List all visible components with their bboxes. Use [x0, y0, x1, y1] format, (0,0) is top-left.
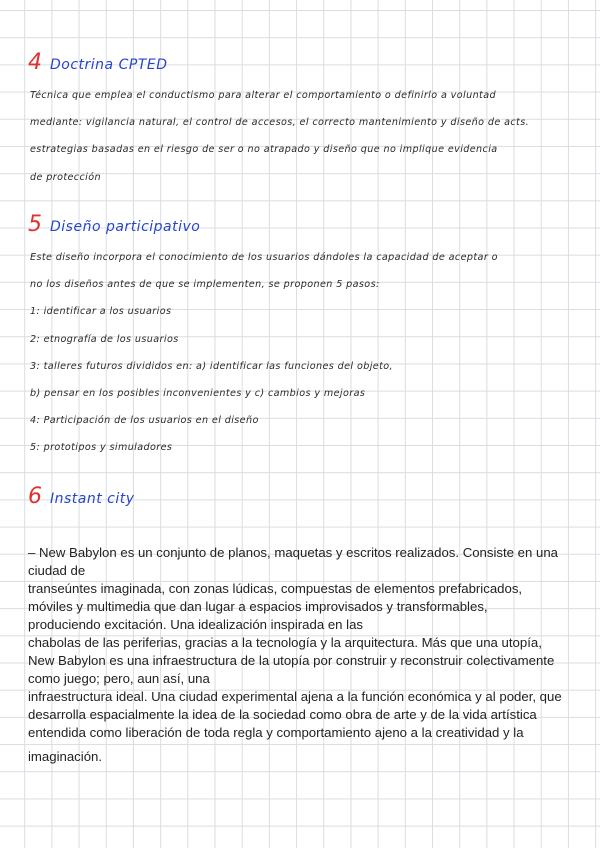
section-4-title: Doctrina CPTED [50, 57, 168, 73]
section-5-line: Este diseño incorpora el conocimiento de los usuarios dándoles la capacidad de aceptar o [30, 252, 498, 263]
section-4-line: mediante: vigilancia natural, el control de accesos, el correcto mantenimiento y diseño de acts. [30, 117, 530, 129]
section-6-line: produciendo excitación. Una idealización inspirada en las [28, 617, 364, 632]
section-4-body [30, 82, 590, 191]
section-6-body [28, 544, 588, 766]
section-5-line: b) pensar en los posibles inconvenientes y c) cambios y mejoras [30, 387, 366, 399]
section-5-line: 4: Participación de los usuarios en el diseño [30, 415, 259, 427]
section-5-heading [28, 212, 200, 237]
section-4-line: de protección [30, 171, 101, 183]
section-4-line: estrategias basadas en el riesgo de ser o no atrapado y diseño que no implique evidencia [30, 144, 498, 156]
section-6-line: transeúntes imaginada, con zonas lúdicas, compuestas de elementos prefabricados, [28, 581, 523, 596]
section-6-title: Instant city [50, 491, 135, 507]
section-6-line: móviles y multimedia que dan lugar a espacios improvisados y transformables, [28, 599, 488, 614]
section-6-heading [28, 484, 135, 509]
section-6-line: desarrolla espacialmente la idea de la sociedad como obra de arte y de la vida artística [28, 707, 537, 722]
section-6-line: imaginación. [28, 749, 103, 764]
section-6-line: – New Babylon es un conjunto de planos, maquetas y escritos realizados. Consiste en una [28, 545, 559, 560]
section-6-line: entendida como liberación de toda regla y comportamiento ajeno a la creatividad y la [28, 725, 524, 740]
section-6-line: como juego; pero, aun así, una [28, 671, 210, 686]
section-4-heading [28, 50, 167, 75]
section-5-line: 5: prototipos y simuladores [30, 442, 173, 454]
section-5-body [30, 244, 590, 462]
section-5-line: no los diseños antes de que se implementen, se proponen 5 pasos: [30, 279, 380, 291]
section-4-number: 4 [28, 50, 42, 75]
section-5-line: 2: etnografía de los usuarios [30, 333, 179, 345]
section-5-line: 3: talleres futuros divididos en: a) identificar las funciones del objeto, [30, 360, 393, 372]
section-5-title: Diseño participativo [50, 219, 201, 235]
section-6-line: infraestructura ideal. Una ciudad experimental ajena a la función económica y al poder, que [28, 689, 562, 704]
section-6-number: 6 [28, 484, 42, 509]
section-6-line: New Babylon es una infraestructura de la utopía por construir y reconstruir colectivamente [28, 653, 555, 668]
section-5-number: 5 [28, 212, 42, 237]
section-6-line: chabolas de las periferias, gracias a la tecnología y la arquitectura. Más que una utopía, [28, 635, 542, 650]
section-4-line: Técnica que emplea el conductismo para alterar el comportamiento o definirlo a voluntad [30, 90, 496, 101]
section-5-line: 1: identificar a los usuarios [30, 306, 172, 318]
section-6-line: ciudad de [28, 563, 86, 578]
